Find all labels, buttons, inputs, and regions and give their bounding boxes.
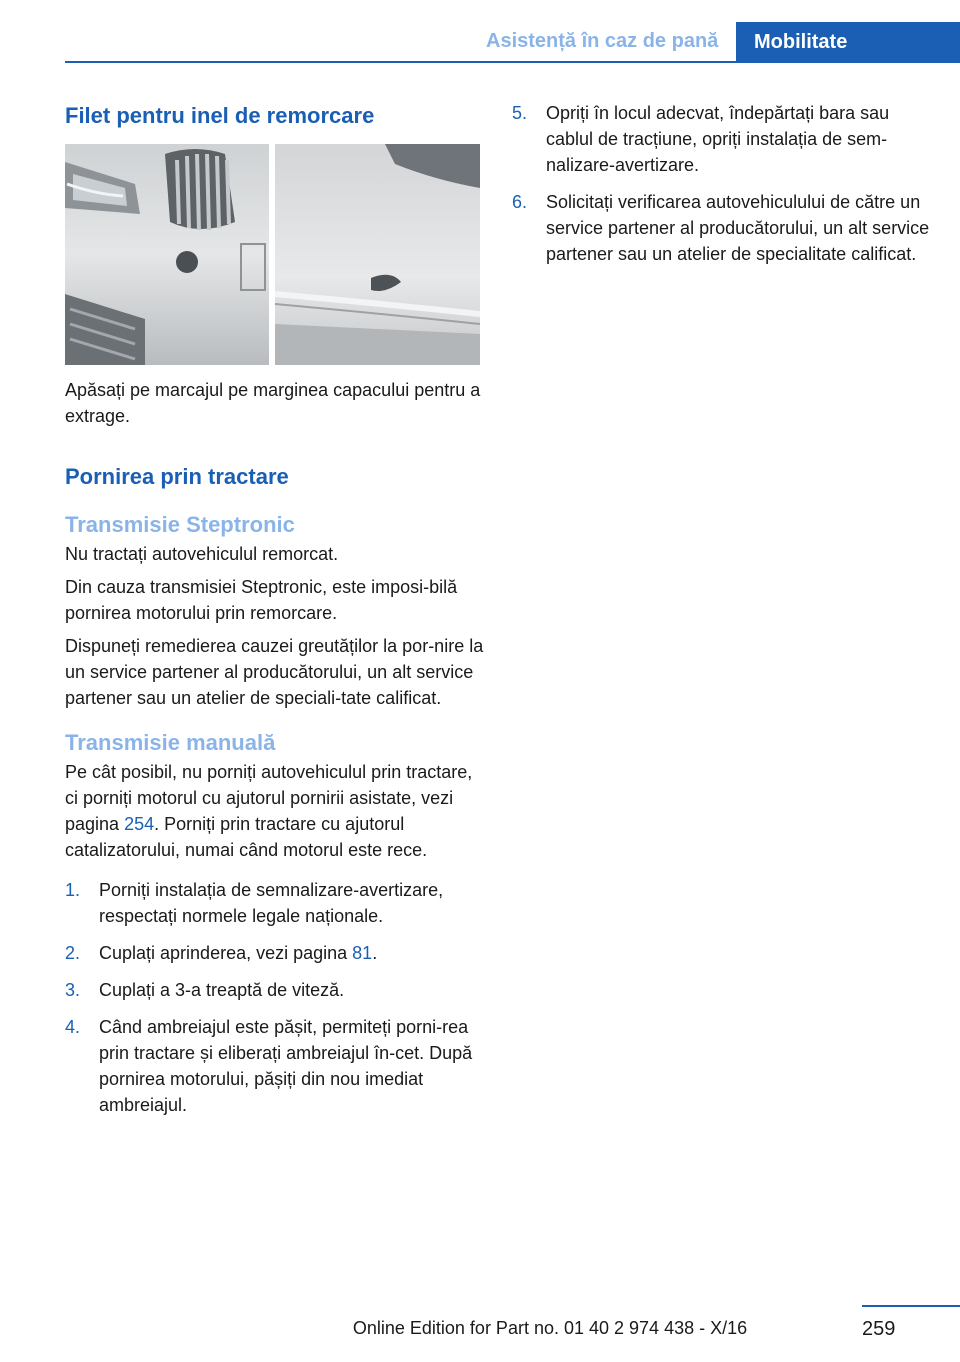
- step-text: Când ambreiajul este pășit, permiteți porni-rea prin tractare și eliberați ambreiajul în-cet. După pornirea motorului, pășiți din nou imediat ambreiajul.: [99, 1017, 473, 1115]
- step-number: 2.: [65, 943, 81, 963]
- step-text: Opriți în locul adecvat, îndepărtați bara sau cablul de tracțiune, opriți instalația de sem-nalizare-avertizare.: [546, 103, 890, 175]
- list-item: [65, 877, 485, 929]
- page-link-254[interactable]: 254: [124, 814, 155, 834]
- header-section-title: Asistență în caz de pană: [486, 30, 719, 52]
- step-number: 5.: [512, 103, 528, 123]
- step-number: 3.: [65, 980, 81, 1000]
- manual-para-text-a: Pe cât posibil, nu porniți autovehiculul prin tractare, ci porniți motorul cu ajutorul pornirii asistate, vezi pagina: [65, 762, 473, 834]
- left-column: [65, 100, 485, 1129]
- subheading-steptronic: Transmisie Steptronic: [65, 512, 295, 537]
- figure-caption: Apăsați pe marcajul pe marginea capacului pentru a extrage.: [65, 380, 481, 426]
- step-text-b: .: [372, 943, 378, 963]
- steptronic-para-2: Din cauza transmisiei Steptronic, este imposi-bilă pornirea motorului prin remorcare.: [65, 577, 458, 623]
- page-link-81[interactable]: 81: [352, 943, 373, 963]
- step-number: 1.: [65, 880, 81, 900]
- header-chapter-tab[interactable]: [736, 22, 960, 63]
- steptronic-para-1: Nu tractați autovehiculul remorcat.: [65, 544, 339, 564]
- step-text: [99, 940, 485, 966]
- step-number: 6.: [512, 192, 528, 212]
- footer-rule: [862, 1305, 960, 1307]
- edition-note: Online Edition for Part no. 01 40 2 974 438 - X/16: [352, 1318, 748, 1338]
- steps-list-left: [65, 877, 485, 1118]
- list-item: [512, 100, 932, 178]
- heading-tow-start: Pornirea prin tractare: [65, 464, 289, 489]
- header-chapter-label: Mobilitate: [754, 31, 848, 53]
- list-item: [65, 977, 485, 1003]
- step-text: Cuplați a 3-a treaptă de viteză.: [99, 980, 345, 1000]
- manual-para-1: [65, 759, 485, 863]
- step-text: Solicitați verificarea autovehiculului de către un service partener al producătorului, un alt service partener sau un atelier de specialitate calificat.: [546, 192, 930, 264]
- list-item: [65, 940, 485, 966]
- heading-tow-ring-thread: Filet pentru inel de remorcare: [65, 103, 375, 128]
- steptronic-para-3: Dispuneți remedierea cauzei greutăților la por-nire la un service partener al producătorului, un alt service partener sau un atelier de speciali-tate calificat.: [65, 636, 484, 708]
- page-number: 259: [862, 1318, 896, 1340]
- list-item: [65, 1014, 485, 1118]
- car-bumper-photo: [65, 144, 480, 365]
- manual-para-text-b: . Porniți prin tractare cu ajutorul catalizatorului, numai când motorul este rece.: [65, 814, 428, 860]
- tow-ring-cover-figure: [65, 144, 480, 365]
- subheading-manual: Transmisie manuală: [65, 730, 276, 755]
- step-text-a: Cuplați aprinderea, vezi pagina: [99, 943, 353, 963]
- header-rule: [65, 61, 960, 63]
- right-column: [512, 100, 932, 278]
- steps-list-right: [512, 100, 932, 267]
- step-number: 4.: [65, 1017, 81, 1037]
- list-item: [512, 189, 932, 267]
- step-text: Porniți instalația de semnalizare-avertizare, respectați normele legale naționale.: [99, 880, 444, 926]
